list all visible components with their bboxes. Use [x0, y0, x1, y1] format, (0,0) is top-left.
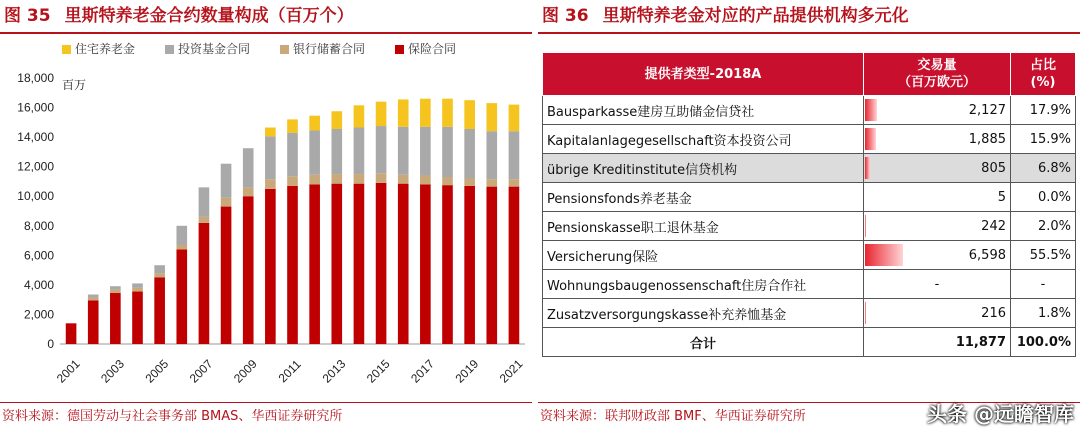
volume-cell: [864, 125, 1011, 154]
table-header-row: [543, 53, 1076, 96]
y-tick-label: 14,000: [17, 130, 54, 145]
bar-segment: [442, 185, 453, 344]
volume-value: 216: [981, 305, 1006, 321]
bar-segment: [221, 198, 232, 207]
header-volume-line1: 交易量: [917, 58, 957, 73]
bar-segment: [265, 179, 276, 189]
x-tick-label: 2015: [363, 356, 393, 386]
bar-segment: [154, 265, 165, 273]
share-cell: 6.8%: [1011, 154, 1076, 183]
bar-segment: [287, 186, 298, 344]
provider-name-cell: Versicherung保险: [543, 241, 864, 270]
volume-value: 805: [981, 160, 1006, 176]
y-tick-label: 6,000: [23, 248, 54, 263]
bar-segment: [199, 223, 210, 344]
bar-segment: [442, 127, 453, 177]
share-cell: 55.5%: [1011, 241, 1076, 270]
y-tick-label: 18,000: [17, 71, 54, 85]
bar-segment: [243, 196, 254, 344]
bar-segment: [420, 127, 431, 176]
volume-value: 6,598: [968, 247, 1006, 263]
volume-data-bar: [865, 128, 876, 150]
volume-value: 2,127: [968, 102, 1006, 118]
bar-segment: [420, 99, 431, 127]
legend-label: 银行储蓄合同: [293, 42, 366, 56]
bar-segment: [132, 292, 143, 344]
header-volume: [864, 53, 1011, 96]
share-cell: 17.9%: [1011, 96, 1076, 125]
volume-value: -: [934, 276, 940, 292]
bar-segment: [486, 179, 497, 186]
right-figure-title-text: 里斯特养老金对应的产品提供机构多元化: [602, 6, 909, 26]
x-tick-label: 2007: [186, 356, 216, 386]
x-tick-label: 2005: [142, 356, 172, 386]
bar-segment: [509, 131, 520, 179]
bar-segment: [287, 133, 298, 177]
bar-segment: [331, 184, 342, 344]
volume-cell: [864, 183, 1011, 212]
y-tick-label: 4,000: [23, 277, 54, 292]
bar-segment: [309, 184, 320, 344]
bar-segment: [509, 187, 520, 344]
right-title-rule: [538, 32, 1080, 34]
bar-segment: [265, 136, 276, 179]
bar-segment: [354, 174, 365, 184]
x-tick-label: 2003: [98, 356, 127, 386]
bar-segment: [199, 217, 210, 223]
provider-name-cell: Zusatzversorgungskasse补充养恤基金: [543, 299, 864, 328]
bar-segment: [309, 175, 320, 185]
provider-name-cell: Pensionsfonds养老基金: [543, 183, 864, 212]
bar-segment: [486, 187, 497, 344]
provider-name-cell: Bausparkasse建房互助储金信贷社: [543, 96, 864, 125]
x-tick-label: 2013: [319, 356, 349, 386]
y-tick-label: 8,000: [23, 218, 54, 233]
volume-data-bar: [865, 157, 870, 179]
bar-segment: [309, 130, 320, 174]
bar-segment: [331, 111, 342, 129]
left-source-rule: [0, 402, 532, 403]
volume-cell: [864, 241, 1011, 270]
volume-value: 1,885: [968, 131, 1006, 147]
share-cell: 15.9%: [1011, 125, 1076, 154]
total-volume-cell: 11,877: [864, 328, 1011, 357]
x-tick-label: 2019: [452, 356, 482, 386]
header-provider: 提供者类型-2018A: [543, 53, 864, 96]
bar-segment: [309, 116, 320, 131]
left-figure-title: [4, 4, 354, 28]
bar-segment: [354, 105, 365, 127]
bar-segment: [331, 129, 342, 174]
bar-segment: [486, 103, 497, 131]
volume-data-bar: [865, 302, 866, 324]
left-figure-number: 图 35: [4, 6, 51, 26]
legend-label: 保险合同: [408, 42, 457, 56]
bar-segment: [176, 245, 187, 249]
bar-segment: [442, 177, 453, 185]
bar-segment: [88, 297, 99, 300]
share-cell: 0.0%: [1011, 183, 1076, 212]
right-figure-number: 图 36: [542, 6, 589, 26]
provider-table: [542, 52, 1076, 357]
x-tick-label: 2001: [53, 356, 83, 386]
bar-segment: [376, 102, 387, 126]
header-volume-line2: （百万欧元）: [897, 75, 976, 90]
y-tick-label: 0: [47, 337, 54, 351]
header-share-line2: (%): [1030, 75, 1056, 90]
left-figure-panel: [0, 0, 532, 440]
table-row: [543, 183, 1076, 212]
table-row: [543, 270, 1076, 299]
bar-segment: [110, 286, 121, 289]
volume-value: 5: [997, 189, 1006, 205]
bar-segment: [132, 283, 143, 287]
bar-segment: [243, 148, 254, 187]
volume-data-bar: [865, 215, 866, 237]
x-tick-label: 2009: [230, 356, 260, 386]
right-source: 资料来源：联邦财政部 BMF、华西证券研究所: [540, 409, 806, 424]
bar-segment: [398, 99, 409, 126]
bar-segment: [398, 184, 409, 344]
x-tick-label: 2011: [275, 357, 304, 386]
bar-segment: [442, 99, 453, 127]
bar-segment: [88, 294, 99, 297]
bar-segment: [110, 293, 121, 344]
bar-segment: [88, 300, 99, 344]
table-body: [543, 96, 1076, 357]
bar-segment: [265, 189, 276, 344]
bar-segment: [354, 184, 365, 344]
left-source: 资料来源：德国劳动与社会事务部 BMAS、华西证券研究所: [2, 409, 343, 424]
y-tick-label: 12,000: [17, 159, 54, 174]
bar-segment: [398, 175, 409, 184]
bar-segment: [376, 126, 387, 173]
stacked-bar-chart: [0, 34, 532, 400]
bar-segment: [420, 184, 431, 344]
table-row: [543, 212, 1076, 241]
y-tick-label: 2,000: [23, 307, 54, 322]
y-tick-label: 10,000: [17, 189, 54, 204]
bar-segment: [420, 176, 431, 185]
bar-segment: [464, 100, 475, 129]
table-row: [543, 299, 1076, 328]
bar-segment: [398, 127, 409, 175]
table-total-row: [543, 328, 1076, 357]
header-share: [1011, 53, 1076, 96]
bar-segment: [486, 131, 497, 179]
bar-segment: [464, 186, 475, 344]
volume-cell: [864, 96, 1011, 125]
bar-segment: [265, 128, 276, 137]
bar-segment: [376, 183, 387, 344]
table-row: [543, 96, 1076, 125]
right-figure-title: [542, 4, 909, 28]
bar-segment: [154, 278, 165, 345]
watermark: 头条 @远瞻智库: [927, 402, 1074, 426]
bar-segment: [354, 128, 365, 175]
legend-label: 投资基金合同: [178, 42, 251, 56]
provider-name-cell: Wohnungsbaugenossenschaft住房合作社: [543, 270, 864, 299]
provider-name-cell: Pensionskasse职工退休基金: [543, 212, 864, 241]
x-tick-label: 2021: [496, 356, 526, 386]
total-share-cell: 100.0%: [1011, 328, 1076, 357]
bar-segment: [509, 105, 520, 132]
bar-segment: [110, 290, 121, 293]
total-label-cell: 合计: [543, 328, 864, 357]
bar-segment: [331, 174, 342, 184]
bar-segment: [287, 176, 298, 186]
volume-cell: [864, 299, 1011, 328]
table-row: [543, 154, 1076, 183]
bar-segment: [199, 187, 210, 217]
volume-cell: [864, 154, 1011, 183]
bar-segment: [243, 187, 254, 196]
bar-segment: [66, 323, 77, 344]
bar-segment: [176, 226, 187, 245]
volume-cell: [864, 270, 1011, 299]
volume-data-bar: [865, 244, 903, 266]
bar-segment: [464, 129, 475, 179]
legend-label: 住宅养老金: [75, 42, 136, 56]
header-share-line1: 占比: [1029, 58, 1056, 73]
y-unit-label: 百万: [62, 78, 87, 92]
bar-segment: [221, 164, 232, 198]
share-cell: 2.0%: [1011, 212, 1076, 241]
bar-segment: [287, 119, 298, 132]
bar-segment: [221, 207, 232, 344]
provider-name-cell: Kapitalanlagegesellschaft资本投资公司: [543, 125, 864, 154]
bar-segment: [464, 178, 475, 185]
share-cell: 1.8%: [1011, 299, 1076, 328]
right-figure-panel: [538, 0, 1080, 440]
left-figure-title-text: 里斯特养老金合约数量构成（百万个）: [64, 6, 354, 26]
table-row: [543, 241, 1076, 270]
volume-data-bar: [865, 99, 877, 121]
bar-segment: [176, 249, 187, 344]
y-tick-label: 16,000: [17, 100, 54, 115]
bar-segment: [154, 273, 165, 277]
bar-segment: [132, 288, 143, 292]
share-cell: -: [1011, 270, 1076, 299]
volume-value: 242: [981, 218, 1006, 234]
bar-segment: [376, 173, 387, 183]
volume-cell: [864, 212, 1011, 241]
x-tick-label: 2017: [408, 356, 437, 386]
table-row: [543, 125, 1076, 154]
bar-segment: [509, 179, 520, 186]
provider-name-cell: übrige Kreditinstitute信贷机构: [543, 154, 864, 183]
